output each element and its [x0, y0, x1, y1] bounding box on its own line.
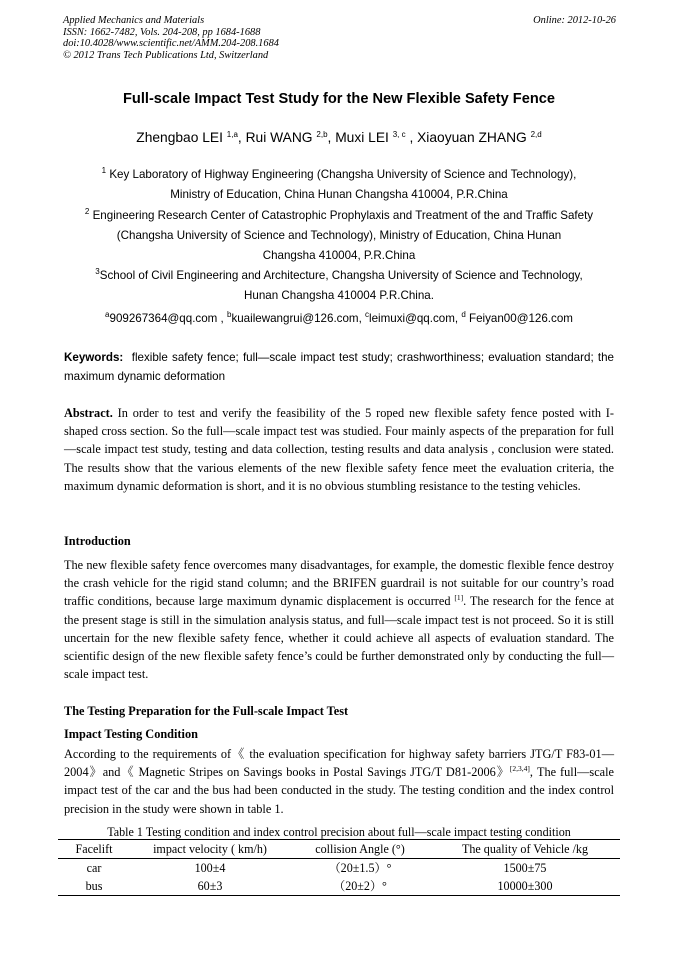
- author-name: Muxi LEI: [335, 130, 389, 145]
- prep-paragraph: According to the requirements of《 the evaluation specification for highway safety barriers JTG/T F83-01—2004》and《 Magnetic Stripes on Savings books in Postal Savings JTG/T D81-2006》[2,3,4], The full—scale impact test of the car and the bus had been conducted in the study. The testing condition and the index control precision in the study were shown in table 1.: [64, 747, 614, 816]
- table-row: [58, 877, 620, 896]
- subsection-heading: Impact Testing Condition: [64, 727, 198, 741]
- email-list: $^a$909267364@qq.com , $^b$kuailewangrui@126.com, $^c$leimuxi@qq.com, $^d$ Feiyan00@126.com: [105, 310, 573, 325]
- affiliation-2: $^2$ Engineering Research Center of Catastrophic Prophylaxis and Treatment of the and Traffic Safety (Changsha University of Science and Technology), Ministry of Education, China Hunan Changsha 410004, P.R.China: [84, 207, 594, 262]
- email-address: kuailewangrui@126.com,: [231, 312, 366, 325]
- citation: [1]: [454, 593, 464, 603]
- column-header: Facelift: [75, 842, 113, 856]
- table-row: [58, 859, 620, 878]
- affiliation-3: $^3$School of Civil Engineering and Architecture, Changsha University of Science and Technology, Hunan Changsha 410004 P.R.China.: [95, 267, 583, 302]
- author-name: Rui WANG: [245, 130, 313, 145]
- table-caption: Table 1 Testing condition and index control precision about full—scale impact testing condition: [107, 825, 571, 839]
- author-name: Xiaoyuan ZHANG: [417, 130, 527, 145]
- table-cell: （20±1.5）°: [328, 861, 392, 875]
- table-cell: 10000±300: [497, 879, 553, 893]
- table-cell: 100±4: [194, 861, 226, 875]
- citation: [2,3,4]: [509, 764, 530, 774]
- intro-paragraph: The new flexible safety fence overcomes many disadvantages, for example, the domestic flexible fence destroy the crash vehicle for the rigid stand column; and the BRIFEN guardrail is not suitable for our country’s road traffic conditions, because large maximum dynamic displacement is occurred [1]. The research for the fence at the present stage is still in the simulation analysis status, and full—scale impact test is not proceed. So it is still uncertain for the new flexible safety fence, whether it could achieve all aspects of evaluation standard. The scientific design of the new flexible safety fence’s could be further demonstrated only by conducting the full—scale impact test.: [64, 558, 614, 682]
- author-list: Zhengbao LEI $^{1,a}$, Rui WANG $^{2,b}$, Muxi LEI $^{3, c}$ , Xiaoyuan ZHANG $^{2,d}$: [136, 130, 542, 145]
- affiliation-1: $^1$ Key Laboratory of Highway Engineering (Changsha University of Science and Technology), Ministry of Education, China Hunan Changsha 410004, P.R.China: [101, 166, 577, 201]
- online-date: Online: 2012-10-26: [533, 15, 616, 26]
- email-address: leimuxi@qq.com,: [369, 312, 462, 325]
- paper-title: Full-scale Impact Test Study for the New Flexible Safety Fence: [123, 91, 555, 107]
- author-affil-sup: 1,a: [226, 130, 238, 139]
- table-cell: bus: [85, 879, 103, 893]
- affiliation-number: 3: [95, 267, 100, 276]
- table-cell: 60±3: [197, 879, 223, 893]
- email-address: 909267364@qq.com ,: [109, 312, 227, 325]
- table-cell: car: [86, 861, 102, 875]
- journal-doi: doi:10.4028/www.scientific.net/AMM.204-208.1684: [63, 38, 279, 50]
- keywords: [64, 348, 614, 386]
- email-address: Feiyan00@126.com: [465, 312, 573, 325]
- section-heading: The Testing Preparation for the Full-scale Impact Test: [64, 704, 349, 718]
- author-name: Zhengbao LEI: [136, 130, 223, 145]
- abstract: [64, 404, 614, 495]
- table-header-row: [58, 840, 620, 859]
- testing-condition-table: [58, 839, 620, 896]
- column-header: collision Angle (°): [315, 842, 405, 856]
- journal-header: [63, 15, 279, 61]
- column-header: impact velocity ( km/h): [153, 842, 267, 856]
- affiliation-number: 2: [84, 207, 90, 216]
- keywords-label: Keywords:: [64, 351, 124, 364]
- author-affil-sup: 3, c: [392, 130, 406, 139]
- abstract-text: In order to test and verify the feasibility of the 5 roped new flexible safety fence posted with I-shaped cross section. So the full—scale impact test was studied. Four mainly aspects of the preparation for full—scale impact test study, testing and data collection, testing results and data analysis , conclusion were stated. The results show that the various elements of the new flexible safety fence meet the evaluation criteria, the maximum dynamic deformation is short, and it is no obvious stumbling resistance to the testing vehicles.: [64, 406, 614, 493]
- author-affil-sup: 2,d: [530, 130, 542, 139]
- section-heading: Introduction: [64, 534, 131, 548]
- keywords-text: flexible safety fence; full—scale impact test study; crashworthiness; evaluation standard; the maximum dynamic deformation: [64, 351, 614, 383]
- journal-name: Applied Mechanics and Materials: [63, 15, 205, 26]
- column-header: The quality of Vehicle /kg: [461, 842, 589, 856]
- journal-copyright: © 2012 Trans Tech Publications Ltd, Switzerland: [63, 49, 269, 61]
- journal-issn: ISSN: 1662-7482, Vols. 204-208, pp 1684-1688: [63, 26, 261, 38]
- abstract-label: Abstract.: [64, 406, 113, 420]
- author-affil-sup: 2,b: [316, 130, 328, 139]
- table-cell: 1500±75: [503, 861, 547, 875]
- table-cell: （20±2）°: [333, 879, 387, 893]
- affiliation-number: 1: [101, 166, 107, 175]
